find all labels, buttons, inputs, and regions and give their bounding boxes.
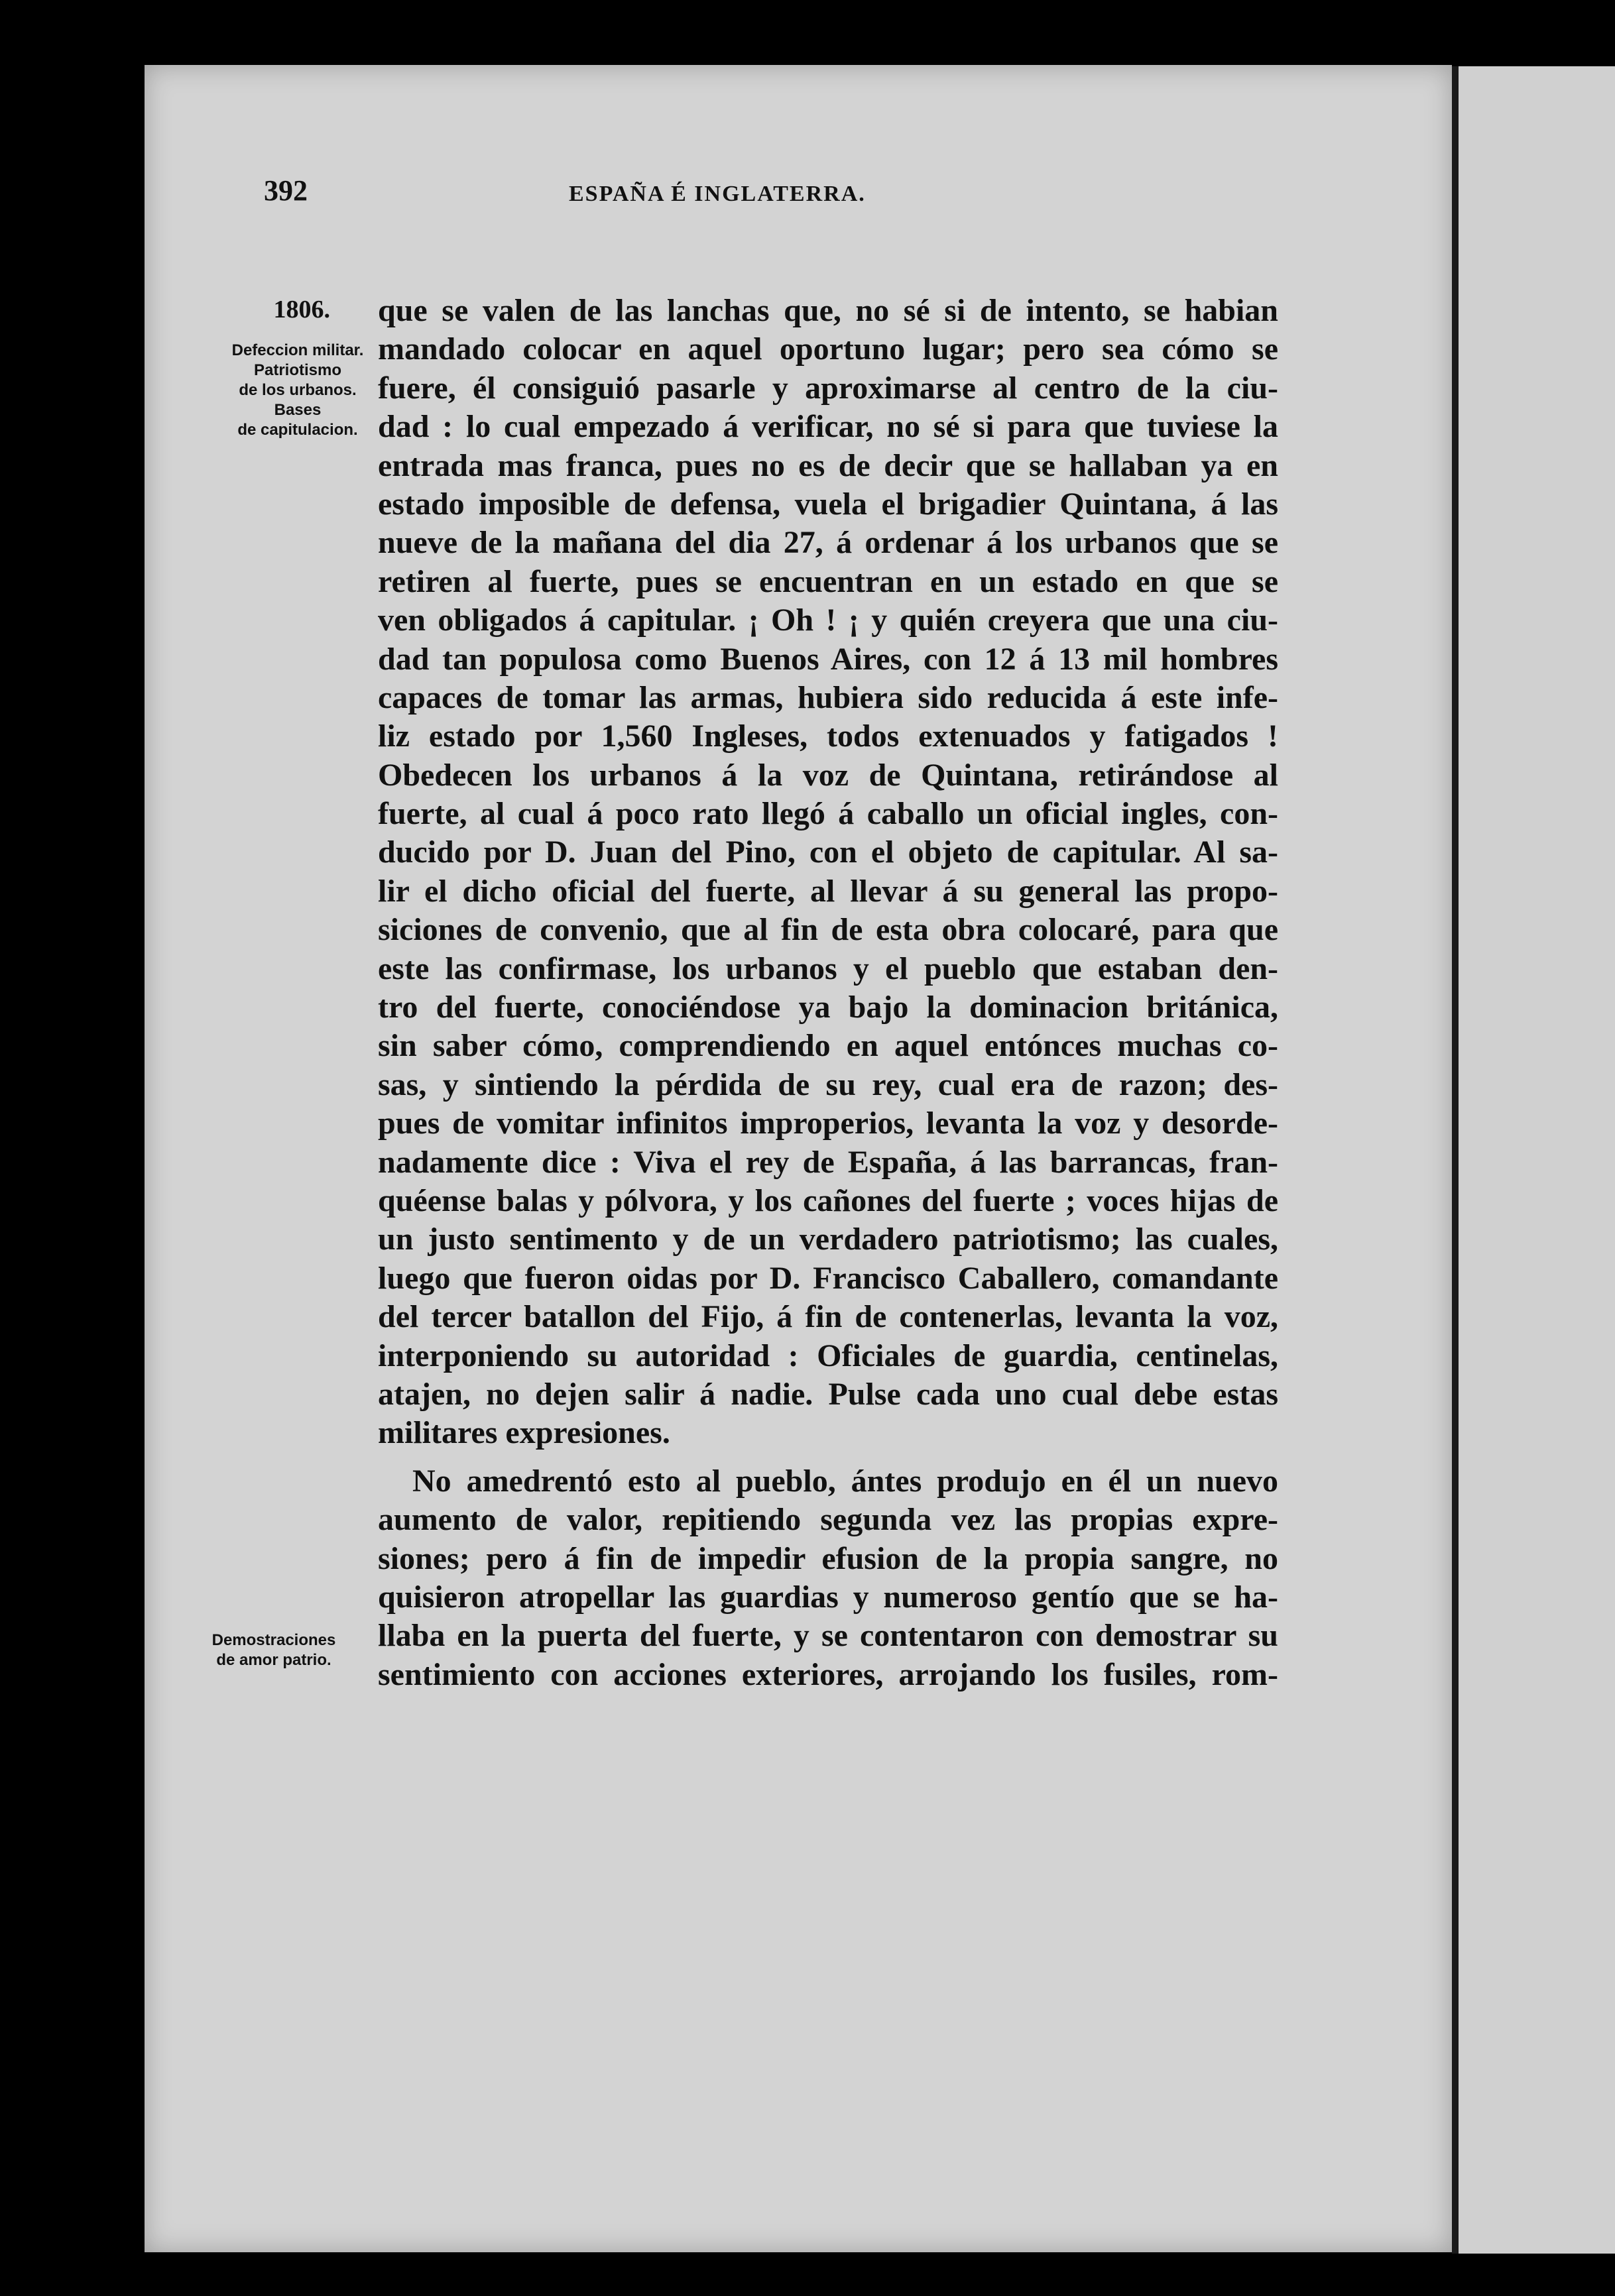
sidenote-line: de capitulacion. xyxy=(237,421,358,439)
text-line: dad tan populosa como Buenos Aires, con 12 á 13 mil hombres xyxy=(378,641,1278,677)
text-line: interponiendo su autoridad : Oficiales de guardia, centinelas, xyxy=(378,1338,1278,1373)
text-line: tro del fuerte, conociéndose ya bajo la dominacion británica, xyxy=(378,990,1278,1025)
margin-year: 1806. xyxy=(273,296,330,323)
text-line: quisieron atropellar las guardias y numeroso gentío que se ha- xyxy=(378,1579,1278,1615)
running-head xyxy=(264,174,1311,213)
text-line: quéense balas y pólvora, y los cañones del fuerte ; voces hijas de xyxy=(378,1182,1278,1218)
paragraph-gap xyxy=(378,1453,1278,1462)
text-line: capaces de tomar las armas, hubiera sido reducida á este infe- xyxy=(378,679,1278,715)
text-line: del tercer batallon del Fijo, á fin de contenerlas, levanta la voz, xyxy=(378,1299,1278,1335)
body-text xyxy=(378,292,1278,1694)
text-line: luego que fueron oidas por D. Francisco Caballero, comandante xyxy=(378,1260,1278,1296)
text-line: militares expresiones. xyxy=(378,1415,670,1451)
text-line: estado imposible de defensa, vuela el brigadier Quintana, á las xyxy=(378,486,1278,522)
sidenote-demostraciones xyxy=(187,1631,361,1670)
text-line: sin saber cómo, comprendiendo en aquel entónces muchas co- xyxy=(378,1028,1278,1064)
text-line: dad : lo cual empezado á verificar, no sé si para que tuviese la xyxy=(378,409,1278,445)
text-line: pues de vomitar infinitos improperios, levanta la voz y desorde- xyxy=(378,1106,1278,1141)
page-number: 392 xyxy=(264,174,308,207)
sidenote-defeccion xyxy=(211,341,385,440)
text-line: este las confirmase, los urbanos y el pueblo que estaban den- xyxy=(378,950,1278,986)
running-title: ESPAÑA É INGLATERRA. xyxy=(569,182,866,206)
sidenote-line: Defeccion militar. xyxy=(231,341,364,359)
sidenote-line: Patriotismo xyxy=(253,361,342,379)
text-line: aumento de valor, repitiendo segunda vez las propias expre- xyxy=(378,1502,1278,1538)
text-line: lir el dicho oficial del fuerte, al llevar á su general las propo- xyxy=(378,873,1278,909)
text-line: sentimiento con acciones exteriores, arrojando los fusiles, rom- xyxy=(378,1656,1278,1692)
text-line: mandado colocar en aquel oportuno lugar; pero sea cómo se xyxy=(378,331,1278,367)
paragraph-1 xyxy=(378,292,1278,1453)
text-line: retiren al fuerte, pues se encuentran en un estado en que se xyxy=(378,563,1278,599)
text-line: atajen, no dejen salir á nadie. Pulse cada uno cual debe estas xyxy=(378,1376,1278,1412)
text-line: siciones de convenio, que al fin de esta obra colocaré, para que xyxy=(378,912,1278,948)
text-line: ducido por D. Juan del Pino, con el objeto de capitular. Al sa- xyxy=(378,834,1278,870)
page-gutter-edge xyxy=(1452,66,1459,2254)
text-line: fuere, él consiguió pasarle y aproximarse al centro de la ciu- xyxy=(378,370,1278,406)
text-line: nadamente dice : Viva el rey de España, á las barrancas, fran- xyxy=(378,1144,1278,1180)
text-line: ven obligados á capitular. ¡ Oh ! ¡ y quién creyera que una ciu- xyxy=(378,603,1278,638)
text-line: que se valen de las lanchas que, no sé si de intento, se habian xyxy=(378,293,1278,328)
text-line: No amedrentó esto al pueblo, ántes produjo en él un nuevo xyxy=(412,1463,1278,1499)
sidenote-line: Demostraciones xyxy=(211,1631,336,1649)
text-line: nueve de la mañana del dia 27, á ordenar á los urbanos que se xyxy=(378,525,1278,561)
text-line: entrada mas franca, pues no es de decir que se hallaban ya en xyxy=(378,447,1278,483)
text-line: liz estado por 1,560 Ingleses, todos extenuados y fatigados ! xyxy=(378,718,1278,754)
sidenote-line: de amor patrio. xyxy=(216,1651,331,1669)
text-line: llaba en la puerta del fuerte, y se contentaron con demostrar su xyxy=(378,1618,1278,1654)
text-line: fuerte, al cual á poco rato llegó á caballo un oficial ingles, con- xyxy=(378,796,1278,832)
sidenote-line: de los urbanos. xyxy=(239,381,357,399)
text-line: sas, y sintiendo la pérdida de su rey, cual era de razon; des- xyxy=(378,1066,1278,1102)
paragraph-2 xyxy=(378,1462,1278,1694)
text-line: Obedecen los urbanos á la voz de Quintana, retirándose al xyxy=(378,757,1278,793)
facing-page xyxy=(1459,66,1615,2254)
text-line: un justo sentimento y de un verdadero patriotismo; las cuales, xyxy=(378,1222,1278,1257)
text-line: siones; pero á fin de impedir efusion de la propia sangre, no xyxy=(378,1540,1278,1576)
sidenote-line: Bases xyxy=(274,401,322,419)
